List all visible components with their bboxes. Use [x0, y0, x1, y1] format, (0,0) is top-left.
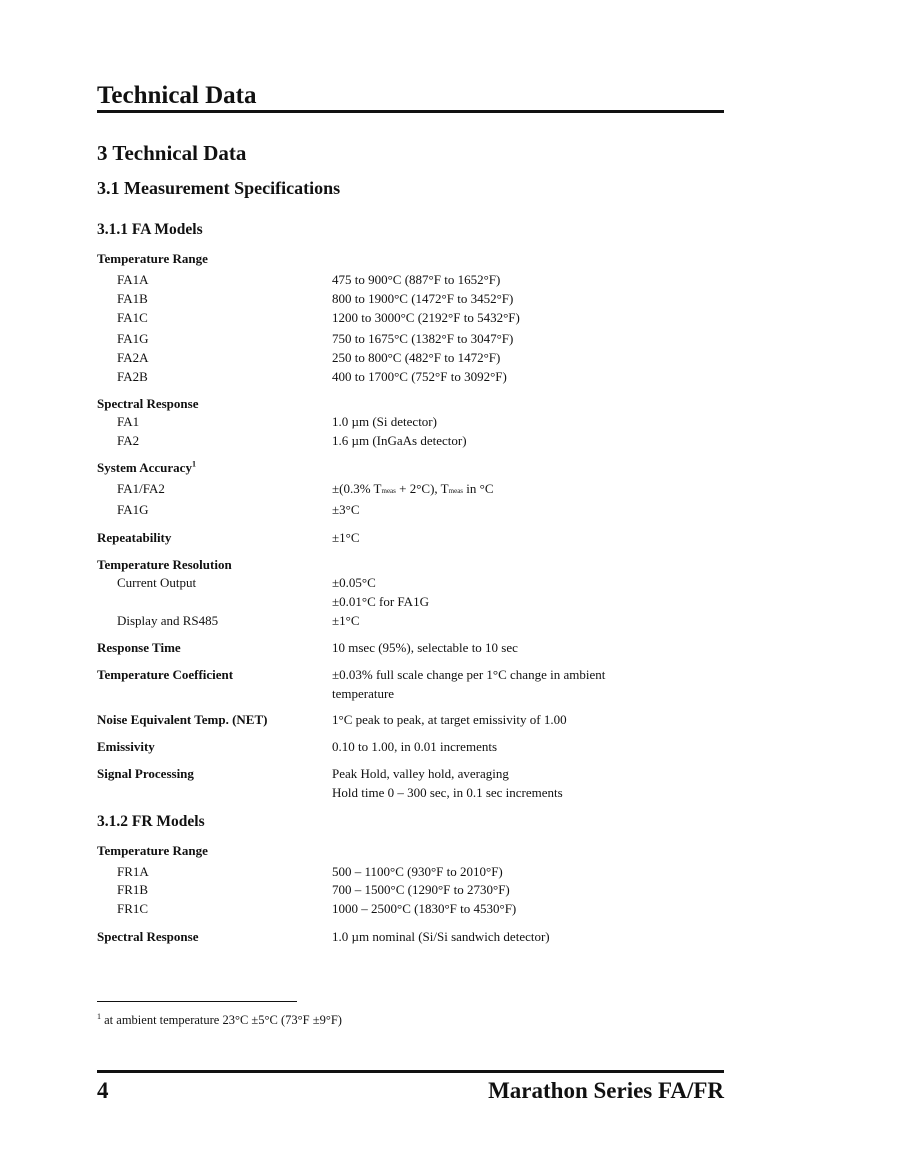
response-time-label: Response Time: [97, 640, 181, 655]
section-title: 3 Technical Data: [97, 141, 247, 165]
temp-coeff-value: ±0.03% full scale change per 1°C change in ambient: [332, 667, 606, 682]
spec-model: FA2B: [117, 369, 148, 384]
spec-model: FA1: [117, 414, 140, 429]
temp-coeff-value-cont: temperature: [332, 686, 395, 701]
spec-value: 1000 – 2500°C (1830°F to 4530°F): [332, 901, 517, 916]
repeatability-value: ±1°C: [332, 530, 360, 545]
spec-value: [332, 481, 494, 497]
current-output-value-fa1g: ±0.01°C for FA1G: [332, 594, 429, 609]
response-time-value: 10 msec (95%), selectable to 10 sec: [332, 640, 518, 655]
spec-value: 400 to 1700°C (752°F to 3092°F): [332, 369, 507, 384]
emissivity-value: 0.10 to 1.00, in 0.01 increments: [332, 739, 498, 754]
spec-model: FA1A: [117, 272, 149, 287]
spec-value: 800 to 1900°C (1472°F to 3452°F): [332, 291, 514, 306]
subsection-title: 3.1 Measurement Specifications: [97, 178, 341, 198]
spec-model: FA1G: [117, 502, 149, 517]
footnote-text: at ambient temperature 23°C ±5°C (73°F ±9°F): [101, 1013, 342, 1027]
footnote: [97, 1013, 342, 1028]
spec-model: FR1C: [117, 901, 149, 916]
signal-processing-label: Signal Processing: [97, 766, 194, 781]
spec-model: FA1B: [117, 291, 148, 306]
footnote-rule: [97, 1001, 297, 1002]
spec-value: 700 – 1500°C (1290°F to 2730°F): [332, 882, 510, 897]
temp-coeff-label: Temperature Coefficient: [97, 667, 234, 682]
footnote-mark: 1: [97, 1011, 101, 1021]
header-rule: [97, 110, 724, 113]
footnote-mark: 1: [191, 459, 196, 469]
subscript: meas: [381, 487, 396, 495]
spec-value: 250 to 800°C (482°F to 1472°F): [332, 350, 501, 365]
fa-accuracy-label: [97, 460, 196, 476]
spec-value: 1.6 µm (InGaAs detector): [332, 433, 467, 448]
footer-series-title: Marathon Series FA/FR: [488, 1078, 724, 1103]
fa-spectral-label: Spectral Response: [97, 396, 199, 411]
fr-models-heading: 3.1.2 FR Models: [97, 813, 205, 830]
accuracy-text: in °C: [463, 481, 494, 496]
footer-rule: [97, 1070, 724, 1073]
running-header-title: Technical Data: [97, 82, 257, 109]
repeatability-label: Repeatability: [97, 530, 172, 545]
page-number: 4: [97, 1078, 109, 1103]
display-rs485-value: ±1°C: [332, 613, 360, 628]
current-output-label: Current Output: [117, 575, 197, 590]
signal-processing-value-cont: Hold time 0 – 300 sec, in 0.1 sec increments: [332, 785, 563, 800]
accuracy-label-text: System Accuracy: [97, 460, 192, 475]
fr-temp-range-label: Temperature Range: [97, 843, 208, 858]
fr-spectral-value: 1.0 µm nominal (Si/Si sandwich detector): [332, 929, 550, 944]
spec-model: FA2A: [117, 350, 149, 365]
signal-processing-value: Peak Hold, valley hold, averaging: [332, 766, 509, 781]
spec-value: 475 to 900°C (887°F to 1652°F): [332, 272, 501, 287]
spec-value: 500 – 1100°C (930°F to 2010°F): [332, 864, 503, 879]
spec-value: 1200 to 3000°C (2192°F to 5432°F): [332, 310, 520, 325]
spec-model: FA2: [117, 433, 140, 448]
spec-value: 1.0 µm (Si detector): [332, 414, 437, 429]
display-rs485-label: Display and RS485: [117, 613, 219, 628]
fa-models-heading: 3.1.1 FA Models: [97, 221, 203, 238]
net-label: Noise Equivalent Temp. (NET): [97, 712, 268, 727]
emissivity-label: Emissivity: [97, 739, 155, 754]
resolution-label: Temperature Resolution: [97, 557, 232, 572]
spec-model: FA1/FA2: [117, 481, 165, 496]
fr-spectral-label: Spectral Response: [97, 929, 199, 944]
accuracy-text: ±(0.3% T: [332, 481, 382, 496]
accuracy-text: + 2°C), T: [395, 481, 449, 496]
spec-model: FR1B: [117, 882, 149, 897]
spec-model: FA1G: [117, 331, 149, 346]
current-output-value: ±0.05°C: [332, 575, 376, 590]
spec-value: ±3°C: [332, 502, 360, 517]
net-value: 1°C peak to peak, at target emissivity of 1.00: [332, 712, 567, 727]
subscript: meas: [448, 487, 464, 495]
spec-value: 750 to 1675°C (1382°F to 3047°F): [332, 331, 514, 346]
spec-model: FA1C: [117, 310, 148, 325]
spec-model: FR1A: [117, 864, 149, 879]
fa-temp-range-label: Temperature Range: [97, 251, 208, 266]
